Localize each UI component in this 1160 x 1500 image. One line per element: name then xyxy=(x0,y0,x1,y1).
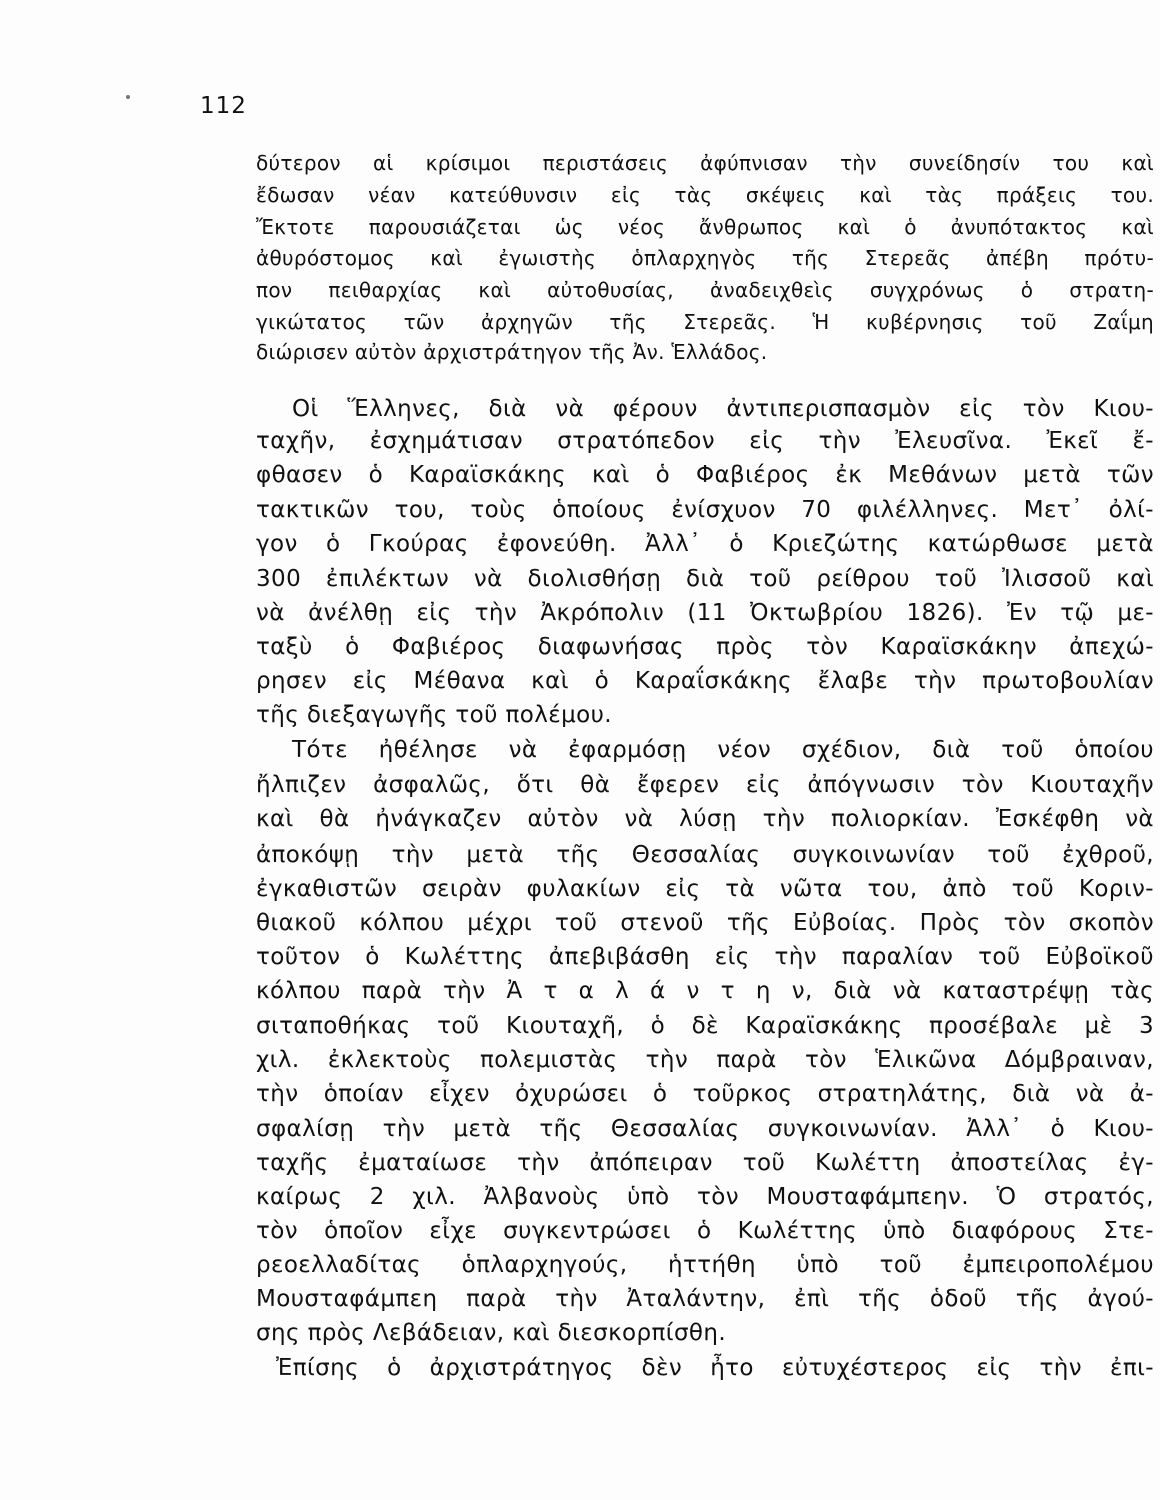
text-line: γον ὁ Γκούρας ἐφονεύθη. Ἀλλ᾽ ὁ Κριεζώτης κατώρθωσε μετὰ xyxy=(256,531,1154,557)
text-line: κόλπου παρὰ τὴν Ἀ τ α λ ά ν τ η ν, διὰ νὰ καταστρέψῃ τὰς xyxy=(256,978,1154,1004)
text-line: τῆς διεξαγωγῆς τοῦ πολέμου. xyxy=(256,702,613,728)
text-line: τὴν ὁποίαν εἶχεν ὀχυρώσει ὁ τοῦρκος στρατηλάτης, διὰ νὰ ἀ- xyxy=(256,1081,1154,1107)
text-line: Τότε ἠθέλησε νὰ ἐφαρμόσῃ νέον σχέδιον, διὰ τοῦ ὁποίου xyxy=(292,737,1154,763)
text-line: φθασεν ὁ Καραϊσκάκης καὶ ὁ Φαβιέρος ἐκ Μεθάνων μετὰ τῶν xyxy=(256,462,1154,488)
text-line: θιακοῦ κόλπου μέχρι τοῦ στενοῦ τῆς Εὐβοίας. Πρὸς τὸν σκοπὸν xyxy=(256,910,1154,936)
text-line: πον πειθαρχίας καὶ αὐτοθυσίας, ἀναδειχθεὶς συγχρόνως ὁ στρατη- xyxy=(256,278,1154,302)
text-line: τακτικῶν του, τοὺς ὁποίους ἐνίσχυον 70 φιλέλληνες. Μετ᾽ ὀλί- xyxy=(256,497,1154,523)
text-line: ταχῆς ἐματαίωσε τὴν ἀπόπειραν τοῦ Κωλέττη ἀποστείλας ἐγ- xyxy=(256,1150,1154,1176)
text-line: καίρως 2 χιλ. Ἀλβανοὺς ὑπὸ τὸν Μουσταφάμπεην. Ὁ στρατός, xyxy=(256,1184,1154,1210)
page-number: 112 xyxy=(200,93,247,119)
text-line: δύτερον αἱ κρίσιμοι περιστάσεις ἀφύπνισαν τὴν συνείδησίν του καὶ xyxy=(256,151,1154,175)
text-line: Ἐπίσης ὁ ἀρχιστράτηγος δὲν ἦτο εὐτυχέστερος εἰς τὴν ἐπι- xyxy=(276,1355,1154,1381)
text-line: διώρισεν αὐτὸν ἀρχιστράτηγον τῆς Ἀν. Ἑλλάδος. xyxy=(256,340,768,364)
text-line: σφαλίσῃ τὴν μετὰ τῆς Θεσσαλίας συγκοινωνίαν. Ἀλλ᾽ ὁ Κιου- xyxy=(256,1116,1154,1142)
text-line: ρεοελλαδίτας ὁπλαρχηγούς, ἡττήθη ὑπὸ τοῦ ἐμπειροπολέμου xyxy=(256,1252,1154,1278)
text-line: ἀθυρόστομος καὶ ἐγωιστὴς ὁπλαρχηγὸς τῆς Στερεᾶς ἀπέβη πρότυ- xyxy=(256,246,1154,270)
text-line: ταχῆν, ἐσχημάτισαν στρατόπεδον εἰς τὴν Ἐλευσῖνα. Ἐκεῖ ἔ- xyxy=(256,428,1154,454)
text-line: ἔδωσαν νέαν κατεύθυνσιν εἰς τὰς σκέψεις καὶ τὰς πράξεις του. xyxy=(256,183,1154,207)
text-line: χιλ. ἐκλεκτοὺς πολεμιστὰς τὴν παρὰ τὸν Ἑλικῶνα Δόμβραιναν, xyxy=(256,1047,1154,1073)
text-line: νὰ ἀνέλθῃ εἰς τὴν Ἀκρόπολιν (11 Ὀκτωβρίου 1826). Ἐν τῷ με- xyxy=(256,600,1154,626)
text-line: Ἔκτοτε παρουσιάζεται ὡς νέος ἄνθρωπος καὶ ὁ ἀνυπότακτος καὶ xyxy=(256,215,1154,239)
text-line: καὶ θὰ ἠνάγκαζεν αὐτὸν νὰ λύσῃ τὴν πολιορκίαν. Ἐσκέφθη νὰ xyxy=(256,806,1154,832)
text-line: ἐγκαθιστῶν σειρὰν φυλακίων εἰς τὰ νῶτα του, ἀπὸ τοῦ Κοριν- xyxy=(256,876,1154,902)
text-line: σης πρὸς Λεβάδειαν, καὶ διεσκορπίσθη. xyxy=(256,1320,727,1346)
text-line: ἤλπιζεν ἀσφαλῶς, ὅτι θὰ ἔφερεν εἰς ἀπόγνωσιν τὸν Κιουταχῆν xyxy=(256,772,1154,798)
text-line: γικώτατος τῶν ἀρχηγῶν τῆς Στερεᾶς. Ἡ κυβέρνησις τοῦ Ζαΐμη xyxy=(256,310,1154,334)
text-line: ρησεν εἰς Μέθανα καὶ ὁ Καραΐσκάκης ἔλαβε τὴν πρωτοβουλίαν xyxy=(256,668,1154,694)
text-line: τὸν ὁποῖον εἶχε συγκεντρώσει ὁ Κωλέττης ὑπὸ διαφόρους Στε- xyxy=(256,1218,1154,1244)
text-line: ταξὺ ὁ Φαβιέρος διαφωνήσας πρὸς τὸν Καραϊσκάκην ἀπεχώ- xyxy=(256,634,1154,660)
text-line: Μουσταφάμπεη παρὰ τὴν Ἀταλάντην, ἐπὶ τῆς ὁδοῦ τῆς ἀγού- xyxy=(256,1286,1154,1312)
text-line: ἀποκόψῃ τὴν μετὰ τῆς Θεσσαλίας συγκοινωνίαν τοῦ ἐχθροῦ, xyxy=(256,842,1154,868)
text-line: Οἱ Ἕλληνες, διὰ νὰ φέρουν ἀντιπερισπασμὸν εἰς τὸν Κιου- xyxy=(292,396,1154,422)
speck-mark xyxy=(126,95,130,99)
text-line: τοῦτον ὁ Κωλέττης ἀπεβιβάσθη εἰς τὴν παραλίαν τοῦ Εὐβοϊκοῦ xyxy=(256,944,1154,970)
text-line: 300 ἐπιλέκτων νὰ διολισθήσῃ διὰ τοῦ ρείθρου τοῦ Ἰλισσοῦ καὶ xyxy=(256,566,1154,592)
text-line: σιταποθήκας τοῦ Κιουταχῆ, ὁ δὲ Καραϊσκάκης προσέβαλε μὲ 3 xyxy=(256,1013,1154,1039)
